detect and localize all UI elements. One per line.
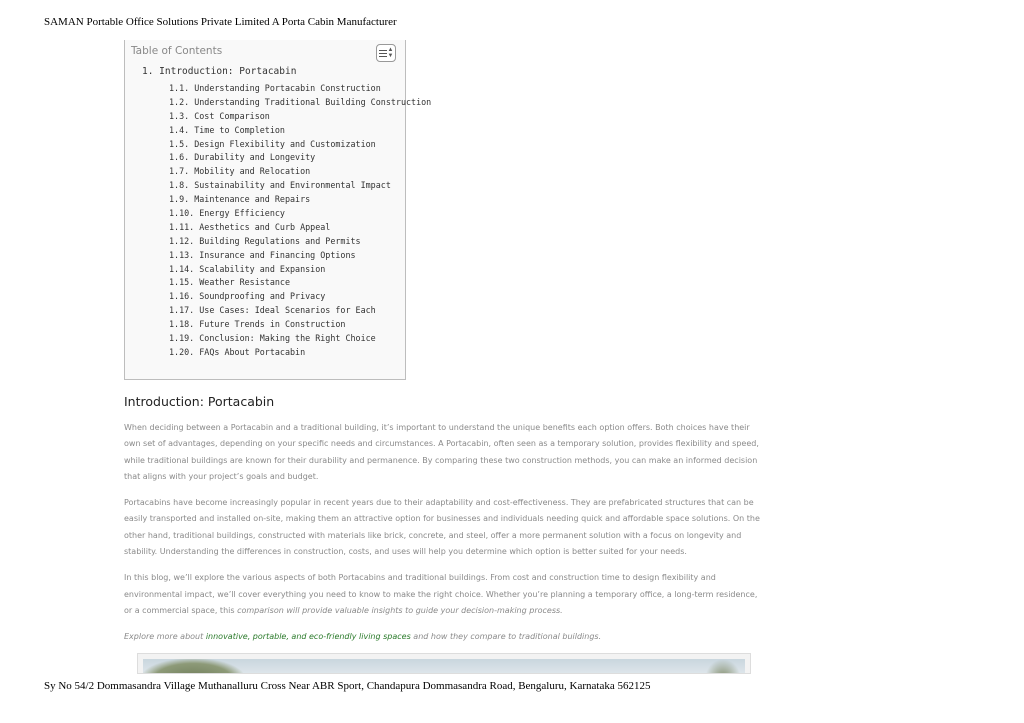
toc-item[interactable]: 1.6. Durability and Longevity	[169, 152, 316, 163]
toc-item[interactable]: 1.4. Time to Completion	[169, 124, 285, 135]
toc-item[interactable]: 1.19. Conclusion: Making the Right Choice	[169, 333, 376, 344]
toc-item[interactable]: 1.14. Scalability and Expansion	[169, 263, 326, 274]
toc-item[interactable]: 1.1. Understanding Portacabin Construction	[169, 83, 381, 93]
toc-item[interactable]: 1.10. Energy Efficiency	[169, 208, 285, 219]
print-footer-address: Sy No 54/2 Dommasandra Village Muthanalluru Cross Near ABR Sport, Chandapura Dommasandra Road, Bengaluru, Karnataka 562125	[44, 680, 651, 692]
tree-foliage	[143, 659, 243, 674]
paragraph-blog-overview	[124, 570, 766, 619]
article-photo	[143, 659, 745, 673]
article-content	[124, 394, 766, 646]
section-heading: Introduction: Portacabin	[124, 394, 275, 409]
toc-item-introduction[interactable]: 1. Introduction: Portacabin	[142, 66, 297, 77]
article-image	[137, 653, 751, 674]
toc-item[interactable]: 1.12. Building Regulations and Permits	[169, 235, 361, 246]
table-of-contents	[124, 40, 432, 380]
explore-link[interactable]: innovative, portable, and eco-friendly living spaces	[205, 632, 411, 642]
toc-item[interactable]: 1.3. Cost Comparison	[169, 110, 270, 121]
toc-item[interactable]: 1.2. Understanding Traditional Building Construction	[169, 96, 432, 107]
print-header-title: SAMAN Portable Office Solutions Private Limited A Porta Cabin Manufacturer	[44, 16, 397, 28]
explore-prefix: Explore more about	[124, 632, 206, 642]
list-toggle-icon[interactable]: ▲ ▼	[376, 44, 396, 62]
toc-item[interactable]: 1.13. Insurance and Financing Options	[169, 249, 356, 260]
paragraph-text: In this blog, we’ll explore the various aspects of both Portacabins and traditional buildings. From cost and construction time to design flexibility and environmental impact, we’ll cover everything you need to know to make the right choice. Whether you’re planning a temporary office, a long-term residence, or a commercial space, this	[124, 573, 758, 615]
toc-item[interactable]: 1.8. Sustainability and Environmental Impact	[169, 180, 391, 191]
toc-item[interactable]: 1.9. Maintenance and Repairs	[169, 194, 311, 205]
toc-item[interactable]: 1.7. Mobility and Relocation	[169, 166, 311, 177]
toc-item[interactable]: 1.16. Soundproofing and Privacy	[169, 291, 326, 302]
toc-item[interactable]: 1.18. Future Trends in Construction	[169, 319, 346, 330]
tree-foliage	[705, 659, 741, 674]
explore-more-line	[124, 629, 766, 645]
toc-item[interactable]: 1.5. Design Flexibility and Customization	[169, 138, 376, 149]
paragraph-portacabins: Portacabins have become increasingly popular in recent years due to their adaptability and cost-effectiveness. They are prefabricated structures that can be easily transported and installed on-site, making them an attractive option for businesses and individuals needing quick and affordable space solutions. On the other hand, traditional buildings, constructed with materials like brick, concrete, and steel, offer a more permanent solution with a focus on longevity and stability. Understanding the differences in construction, costs, and uses will help you determine which option is better suited for your needs.	[124, 498, 760, 557]
explore-suffix: and how they compare to traditional buildings.	[410, 632, 602, 642]
paragraph-intro: When deciding between a Portacabin and a traditional building, it’s important to understand the unique benefits each option offers. Both choices have their own set of advantages, depending on your specific needs and circumstances. A Portacabin, often seen as a temporary solution, provides flexibility and speed, while traditional buildings are known for their durability and permanence. By comparing these two construction methods, you can make an informed decision that aligns with your project’s goals and budget.	[124, 423, 759, 481]
toc-title: Table of Contents	[131, 45, 223, 57]
toc-sublist	[169, 82, 431, 360]
toc-item[interactable]: 1.11. Aesthetics and Curb Appeal	[169, 221, 331, 232]
toc-item[interactable]: 1.15. Weather Resistance	[169, 277, 291, 288]
toc-item[interactable]: 1.20. FAQs About Portacabin	[169, 346, 306, 357]
paragraph-italic-text: comparison will provide valuable insights to guide your decision-making process.	[237, 605, 563, 615]
toc-item[interactable]: 1.17. Use Cases: Ideal Scenarios for Each	[169, 305, 376, 316]
